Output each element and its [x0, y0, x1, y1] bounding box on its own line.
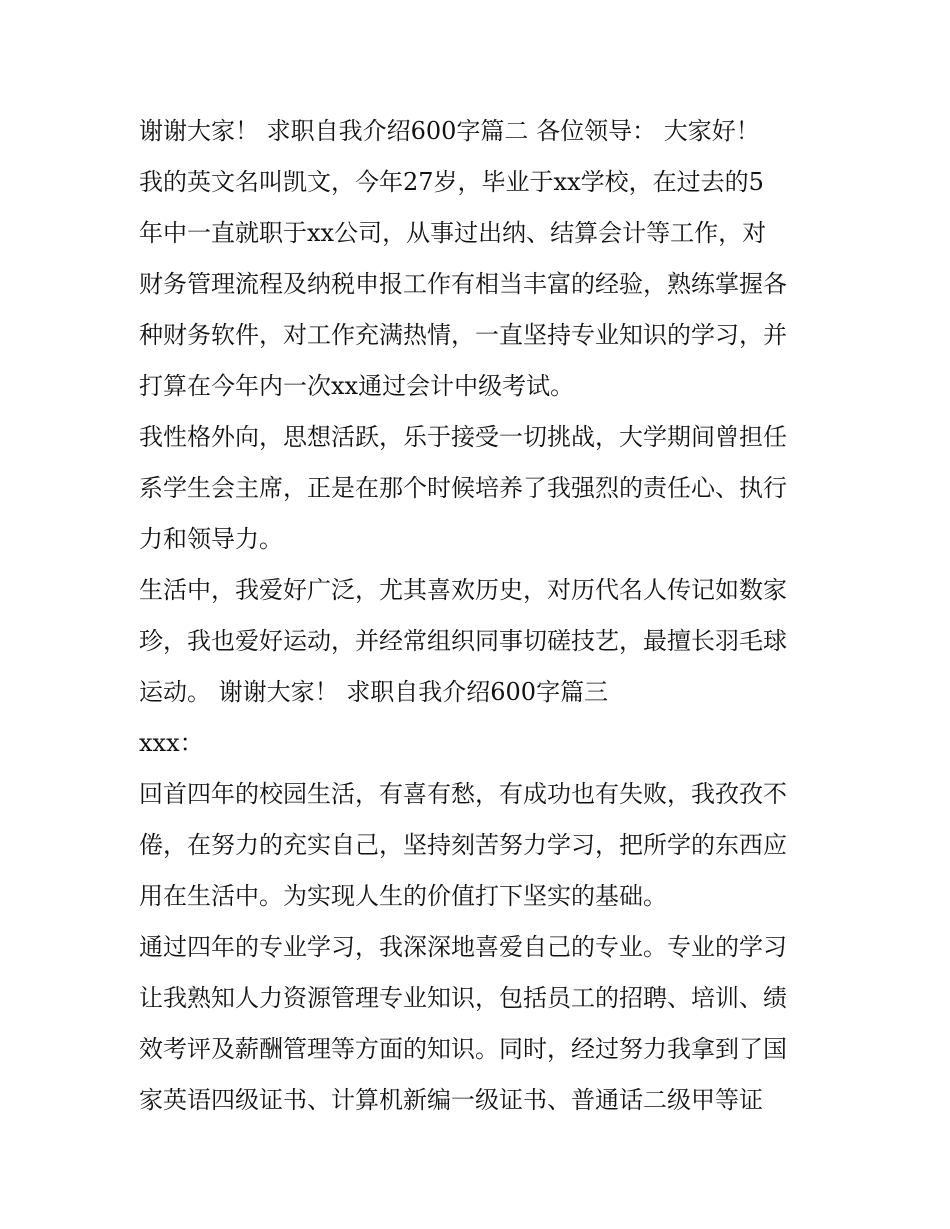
text-line: 系学生会主席，正是在那个时候培养了我强烈的责任心、执行 [139, 474, 787, 502]
text-line: 力和领导力。 [139, 525, 283, 553]
text-line: 用在生活中。为实现人生的价值打下坚实的基础。 [139, 882, 667, 910]
text-line: 回首四年的校园生活，有喜有愁，有成功也有失败，我孜孜不 [139, 780, 787, 808]
text-line: 打算在今年内一次xx通过会计中级考试。 [139, 372, 575, 400]
text-line: 我的英文名叫凯文，今年27岁，毕业于xx学校，在过去的5 [139, 168, 764, 196]
text-line: xxx： [139, 729, 204, 757]
text-line: 效考评及薪酬管理等方面的知识。同时，经过努力我拿到了国 [139, 1035, 787, 1063]
text-line: 财务管理流程及纳税申报工作有相当丰富的经验，熟练掌握各 [139, 270, 787, 298]
text-line: 倦，在努力的充实自己，坚持刻苦努力学习，把所学的东西应 [139, 831, 787, 859]
text-line: 生活中，我爱好广泛，尤其喜欢历史，对历代名人传记如数家 [139, 576, 787, 604]
text-line: 珍，我也爱好运动，并经常组织同事切磋技艺，最擅长羽毛球 [139, 627, 787, 655]
text-line: 通过四年的专业学习，我深深地喜爱自己的专业。专业的学习 [139, 933, 787, 961]
document-body [139, 106, 819, 1126]
text-line: 让我熟知人力资源管理专业知识，包括员工的招聘、培训、绩 [139, 984, 787, 1012]
text-line: 家英语四级证书、计算机新编一级证书、普通话二级甲等证 [139, 1086, 763, 1114]
text-line: 种财务软件，对工作充满热情，一直坚持专业知识的学习，并 [139, 321, 787, 349]
text-line: 年中一直就职于xx公司，从事过出纳、结算会计等工作，对 [139, 219, 767, 247]
text-line: 谢谢大家！ 求职自我介绍600字篇二 各位领导： 大家好！ [139, 117, 760, 145]
text-line: 我性格外向，思想活跃，乐于接受一切挑战，大学期间曾担任 [139, 423, 787, 451]
text-line: 运动。 谢谢大家！ 求职自我介绍600字篇三 [139, 678, 609, 706]
